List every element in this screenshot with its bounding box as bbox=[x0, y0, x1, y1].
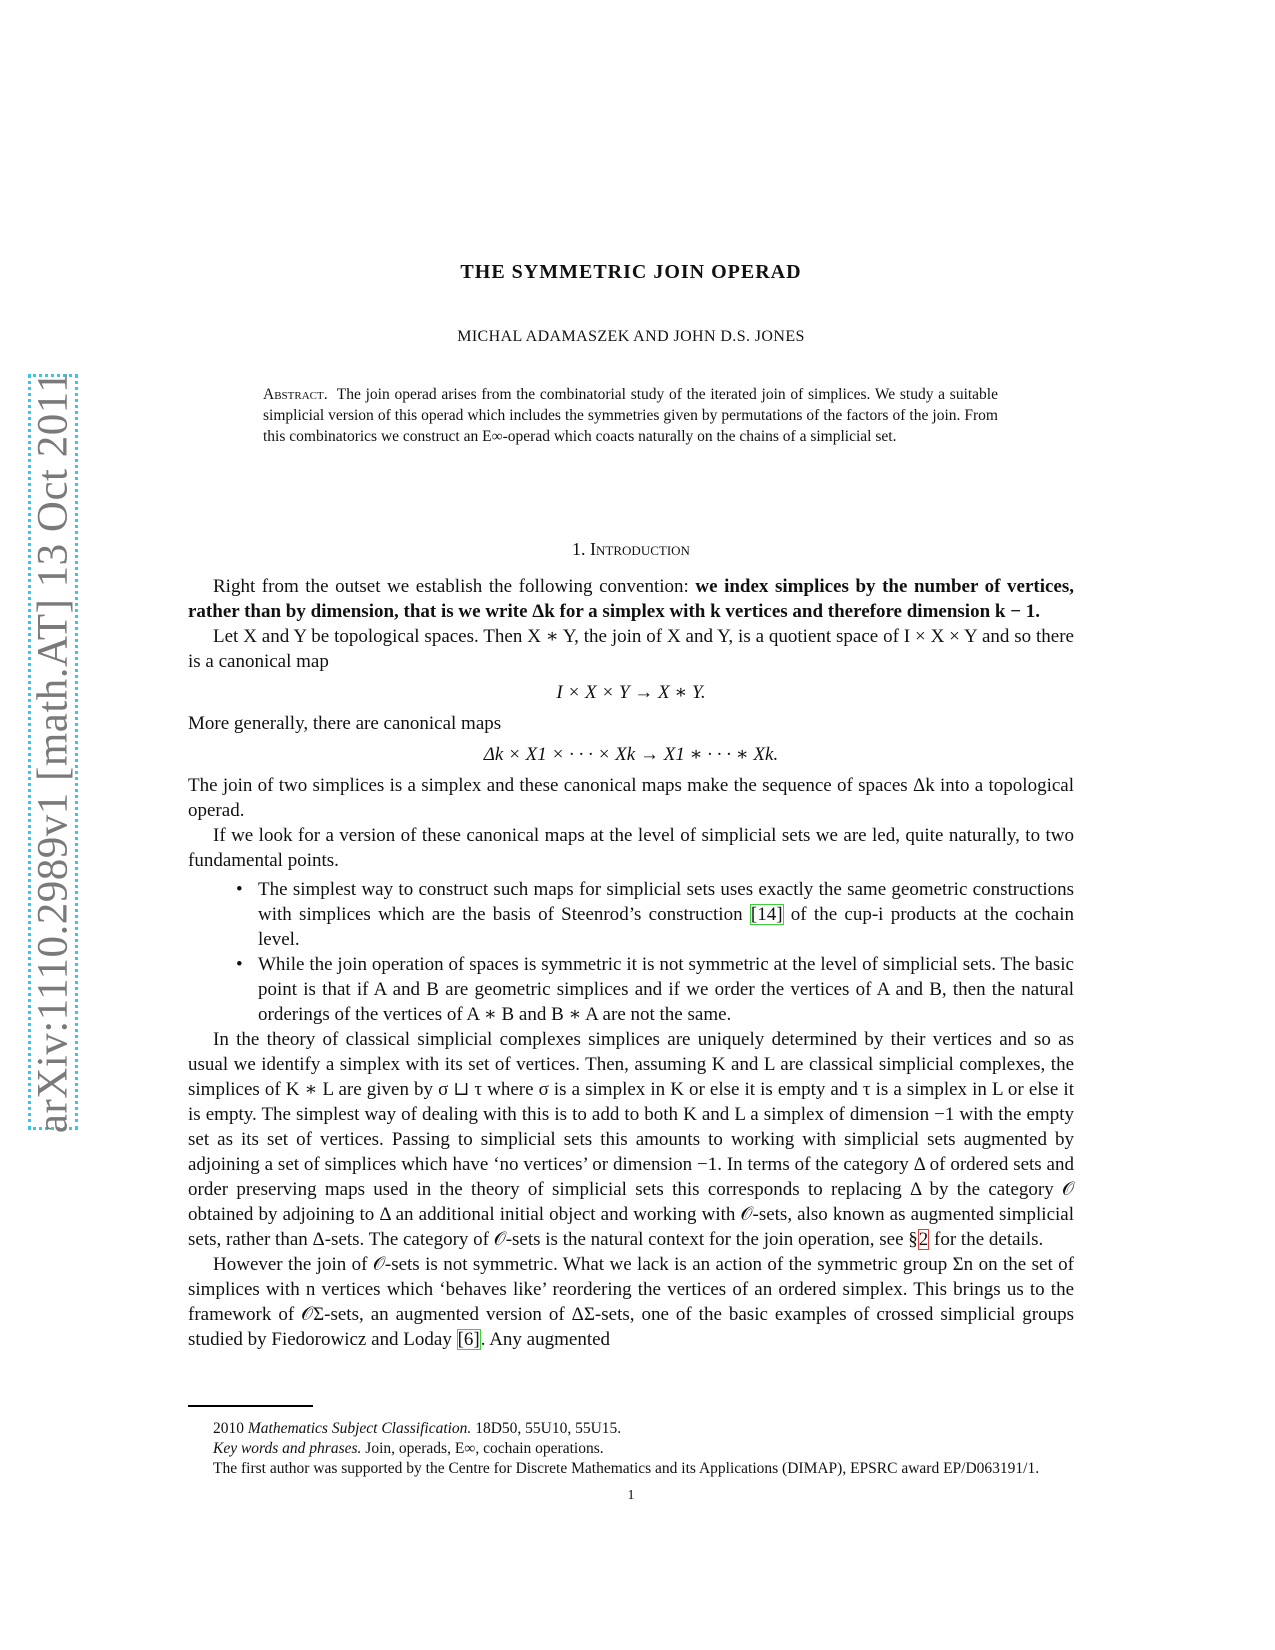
intro-paragraph-3: More generally, there are canonical maps bbox=[188, 713, 502, 734]
paragraph-6-text-b: for the details. bbox=[929, 1229, 1044, 1250]
bullet-item-1 bbox=[258, 877, 1074, 952]
section-heading bbox=[188, 539, 1074, 560]
msc-label: Mathematics Subject Classification. bbox=[247, 1420, 472, 1437]
equation-canonical-maps bbox=[188, 742, 1074, 767]
bullet-list bbox=[188, 877, 1074, 1027]
citation-link-6[interactable]: [6] bbox=[457, 1329, 480, 1350]
equation-join-map-text: I × X × Y → X ∗ Y. bbox=[556, 682, 706, 703]
section-link-2[interactable]: 2 bbox=[918, 1229, 929, 1250]
bullet-1-text-a: The simplest way to construct such maps for simplicial sets uses exactly the same geometric constructions with simplices which are the basis of Steenrod’s construction bbox=[258, 879, 1074, 925]
intro-paragraph-4: The join of two simplices is a simplex and these canonical maps make the sequence of spaces Δk into a topological operad. bbox=[188, 775, 1074, 821]
footnote-rule bbox=[188, 1405, 313, 1407]
arxiv-stamp bbox=[28, 370, 78, 1134]
bullet-item-2: • While the join operation of spaces is symmetric it is not symmetric at the level of simplicial sets. The basic point is that if A and B are geometric simplices and if we order the vertices of A and B, then the natural orderings of the vertices of A ∗ B and B ∗ A are not the same. bbox=[258, 952, 1074, 1027]
abstract bbox=[263, 384, 998, 447]
citation-link-14[interactable]: [14] bbox=[750, 904, 783, 925]
intro-paragraph-1 bbox=[188, 574, 1074, 624]
footnote-support: The first author was supported by the Centre for Discrete Mathematics and its Applications (DIMAP), EPSRC award EP/D063191/1. bbox=[213, 1460, 1040, 1477]
section-number: 1. bbox=[572, 539, 586, 559]
footnote-msc bbox=[188, 1419, 1074, 1439]
paper-title: THE SYMMETRIC JOIN OPERAD bbox=[460, 261, 802, 283]
msc-codes: 18D50, 55U10, 55U15. bbox=[475, 1420, 622, 1437]
section-title: Introduction bbox=[590, 539, 690, 559]
intro-paragraph-6 bbox=[188, 1027, 1074, 1252]
bullet-1-text-b: of the cup-i products at the cochain level. bbox=[258, 904, 1074, 950]
keywords-label: Key words and phrases. bbox=[213, 1440, 362, 1457]
intro-paragraph-5: If we look for a version of these canonical maps at the level of simplicial sets we are led, quite naturally, to two fundamental points. bbox=[188, 825, 1074, 871]
intro-paragraph-2: Let X and Y be topological spaces. Then X ∗ Y, the join of X and Y, is a quotient space of I × X × Y and so there is a canonical map bbox=[188, 626, 1074, 672]
keywords-text: Join, operads, E∞, cochain operations. bbox=[365, 1440, 604, 1457]
convention-statement: we index simplices by the number of vertices, rather than by dimension, that is we write Δk for a simplex with k vertices and therefore dimension k − 1. bbox=[188, 576, 1074, 622]
arxiv-identifier: arXiv:1110.2989v1 [math.AT] 13 Oct 2011 bbox=[29, 370, 77, 1134]
equation-join-map bbox=[188, 680, 1074, 705]
paragraph-7-text-b: . Any augmented bbox=[480, 1329, 611, 1350]
convention-lead: Right from the outset we establish the following convention: bbox=[213, 576, 696, 597]
equation-canonical-maps-text: Δk × X1 × · · · × Xk → X1 ∗ · · · ∗ Xk. bbox=[483, 744, 779, 765]
paper-authors: MICHAL ADAMASZEK AND JOHN D.S. JONES bbox=[457, 328, 805, 345]
intro-paragraph-7 bbox=[188, 1252, 1074, 1352]
paragraph-6-text-a: In the theory of classical simplicial complexes simplices are uniquely determined by their vertices and so as usual we identify a simplex with its set of vertices. Then, assuming K and L are classical simplicial complexes, the simplices of K ∗ L are given by σ ⊔ τ where σ is a simplex in K or else it is empty and τ is a simplex in L or else it is empty. The simplest way of dealing with this is to add to both K and L a simplex of dimension −1 with the empty set as its set of vertices. Passing to simplicial sets this amounts to working with simplicial sets augmented by adjoining a set of simplices which have ‘no vertices’ or dimension −1. In terms of the category Δ of ordered sets and order preserving maps used in the theory of simplicial sets this corresponds to replacing Δ by the category 𝒪 obtained by adjoining to Δ an additional initial object and working with 𝒪-sets, also known as augmented simplicial sets, rather than Δ-sets. The category of 𝒪-sets is the natural context for the join operation, see § bbox=[188, 1029, 1074, 1250]
footnotes bbox=[188, 1419, 1074, 1479]
paragraph-7-text-a: However the join of 𝒪-sets is not symmetric. What we lack is an action of the symmetric group Σn on the set of simplices with n vertices which ‘behaves like’ reordering the vertices of an ordered simplex. This brings us to the framework of 𝒪Σ-sets, an augmented version of ΔΣ-sets, one of the basic examples of crossed simplicial groups studied by Fiedorowicz and Loday bbox=[188, 1254, 1074, 1350]
footnote-keywords bbox=[188, 1439, 1074, 1459]
abstract-text: The join operad arises from the combinatorial study of the iterated join of simplices. We study a suitable simplicial version of this operad which includes the symmetries given by permutations of the factors of the join. From this combinatorics we construct an E∞-operad which coacts naturally on the chains of a simplicial set. bbox=[263, 386, 998, 445]
page-number: 1 bbox=[627, 1488, 635, 1503]
abstract-label: Abstract. bbox=[263, 386, 328, 403]
intro-body bbox=[188, 574, 1074, 1352]
msc-year: 2010 bbox=[213, 1420, 244, 1437]
